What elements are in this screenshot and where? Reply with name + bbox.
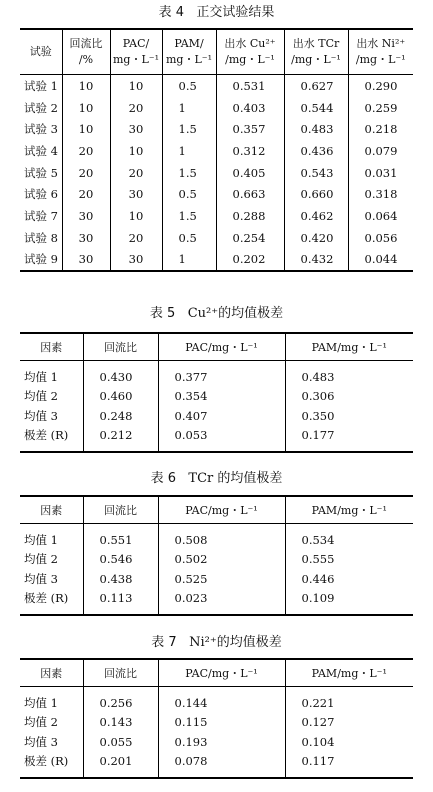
table6-header-cell: PAM/mg・L⁻¹	[285, 496, 413, 524]
table7-cell: 均值 1	[24, 695, 58, 710]
table4-row	[20, 97, 413, 119]
table4-row	[20, 227, 413, 249]
table4-cell: 1.5	[162, 162, 216, 184]
table4-cell: 20	[110, 227, 162, 249]
table5-cell: 极差 (R)	[24, 428, 69, 443]
table4-header-cell: PAC/ mg・L⁻¹	[110, 29, 162, 75]
table6-header-cell: 回流比	[83, 496, 158, 524]
table4-cell: 0.5	[162, 227, 216, 249]
table5-caption-label: 表 5	[149, 306, 176, 321]
table5-row	[20, 426, 413, 453]
table5-cell: 0.483	[285, 361, 413, 387]
table5-cell: 0.306	[285, 387, 413, 407]
table5-cell: 0.430	[83, 361, 158, 387]
table4-header-cell: PAM/ mg・L⁻¹	[162, 29, 216, 75]
table6-cell: 0.508	[158, 524, 285, 550]
table7-cell: 0.221	[285, 687, 413, 713]
table4-cell: 30	[62, 227, 110, 249]
table7-header-cell: PAC/mg・L⁻¹	[158, 659, 285, 687]
table4-cell: 10	[62, 75, 110, 97]
table4-cell: 试验 3	[24, 122, 58, 137]
table4-cell: 30	[110, 249, 162, 272]
table4-cell: 30	[110, 183, 162, 205]
table5-cell: 0.377	[158, 361, 285, 387]
table4-row	[20, 249, 413, 272]
table4-cell: 20	[62, 162, 110, 184]
table4-row	[20, 205, 413, 227]
table4-row	[20, 162, 413, 184]
table5-row	[20, 406, 413, 426]
table4-cell: 试验 4	[24, 143, 58, 158]
table5-cell: 0.407	[158, 406, 285, 426]
table4-cell: 0.064	[348, 205, 413, 227]
table5-cell: 0.053	[158, 426, 285, 453]
table6-cell: 均值 2	[24, 552, 58, 567]
table7-header-cell: PAM/mg・L⁻¹	[285, 659, 413, 687]
table4-cell: 0.357	[216, 118, 284, 140]
table4-caption	[0, 4, 433, 22]
table4-cell: 1.5	[162, 118, 216, 140]
table5-header-cell: PAM/mg・L⁻¹	[285, 333, 413, 361]
table6-cell: 均值 3	[24, 571, 58, 586]
table5-caption-title: Cu²⁺的均值极差	[187, 306, 284, 321]
table4-cell: 0.079	[348, 140, 413, 162]
table4-row	[20, 183, 413, 205]
table4-cell: 0.290	[348, 75, 413, 97]
table4-cell: 0.432	[284, 249, 348, 272]
table4-cell: 10	[110, 75, 162, 97]
table6-cell: 极差 (R)	[24, 591, 69, 606]
table6-cell: 0.534	[285, 524, 413, 550]
table5	[20, 332, 413, 453]
table4-cell: 0.031	[348, 162, 413, 184]
table4-cell: 0.627	[284, 75, 348, 97]
table6-caption-title: TCr 的均值极差	[188, 471, 283, 486]
table4-cell: 0.403	[216, 97, 284, 119]
table4-header-cell: 出水 Cu²⁺ /mg・L⁻¹	[216, 29, 284, 75]
table7-cell: 0.104	[285, 732, 413, 752]
table4-cell: 试验 2	[24, 100, 58, 115]
table4-cell: 20	[62, 140, 110, 162]
table4-cell: 0.544	[284, 97, 348, 119]
table7-row	[20, 732, 413, 752]
table7-cell: 0.127	[285, 713, 413, 733]
table4-cell: 0.660	[284, 183, 348, 205]
table4-cell: 0.044	[348, 249, 413, 272]
table4-cell: 试验 8	[24, 230, 58, 245]
table6-row	[20, 550, 413, 570]
table5-cell: 0.350	[285, 406, 413, 426]
table5-header-cell: 回流比	[83, 333, 158, 361]
table4-cell: 0.663	[216, 183, 284, 205]
table4-row	[20, 140, 413, 162]
table4-cell: 0.543	[284, 162, 348, 184]
table4-cell: 0.420	[284, 227, 348, 249]
table4-cell: 30	[62, 205, 110, 227]
table4-cell: 20	[110, 97, 162, 119]
table5-cell: 0.177	[285, 426, 413, 453]
table4-cell: 0.312	[216, 140, 284, 162]
table4-cell: 0.318	[348, 183, 413, 205]
table7-cell: 0.143	[83, 713, 158, 733]
table5-header-cell: 因素	[20, 333, 83, 361]
table4-cell: 1	[162, 140, 216, 162]
table4-cell: 试验 1	[24, 78, 58, 93]
table4-header-cell: 出水 TCr /mg・L⁻¹	[284, 29, 348, 75]
table7-header-cell: 回流比	[83, 659, 158, 687]
table7-caption	[0, 634, 433, 652]
table4-cell: 试验 6	[24, 187, 58, 202]
table4-cell: 0.259	[348, 97, 413, 119]
table5-cell: 0.212	[83, 426, 158, 453]
table7-cell: 0.144	[158, 687, 285, 713]
table4-header-cell: 回流比 /%	[62, 29, 110, 75]
table7-caption-title: Ni²⁺的均值极差	[189, 635, 282, 650]
table4-cell: 10	[110, 205, 162, 227]
table4-cell: 试验 7	[24, 208, 58, 223]
table6-cell: 0.555	[285, 550, 413, 570]
table6-cell: 0.023	[158, 589, 285, 616]
table4-cell: 10	[110, 140, 162, 162]
table7-row	[20, 752, 413, 779]
table6-row	[20, 524, 413, 550]
table4-cell: 30	[62, 249, 110, 272]
table5-row	[20, 361, 413, 387]
table4-cell: 10	[62, 97, 110, 119]
table4-cell: 30	[110, 118, 162, 140]
table6-cell: 0.109	[285, 589, 413, 616]
table4-cell: 1	[162, 97, 216, 119]
table7	[20, 658, 413, 779]
table4-cell: 试验 5	[24, 165, 58, 180]
table6-cell: 0.502	[158, 550, 285, 570]
table4-cell: 0.202	[216, 249, 284, 272]
table4-cell: 0.254	[216, 227, 284, 249]
table6-cell: 0.551	[83, 524, 158, 550]
table4-cell: 0.056	[348, 227, 413, 249]
table7-cell: 均值 2	[24, 715, 58, 730]
table6-row	[20, 569, 413, 589]
table5-cell: 均值 1	[24, 369, 58, 384]
table7-header-cell: 因素	[20, 659, 83, 687]
table5-caption	[0, 305, 433, 323]
table6-cell: 0.446	[285, 569, 413, 589]
table7-cell: 0.115	[158, 713, 285, 733]
table5-header-cell: PAC/mg・L⁻¹	[158, 333, 285, 361]
table4-cell: 0.405	[216, 162, 284, 184]
table7-row	[20, 713, 413, 733]
table7-cell: 0.078	[158, 752, 285, 779]
table4-header-cell: 出水 Ni²⁺ /mg・L⁻¹	[348, 29, 413, 75]
table6-cell: 0.546	[83, 550, 158, 570]
table4-header-cell: 试验	[20, 29, 62, 75]
table4-row	[20, 118, 413, 140]
table4-cell: 0.436	[284, 140, 348, 162]
table7-cell: 0.256	[83, 687, 158, 713]
table4-cell: 0.462	[284, 205, 348, 227]
table4-caption-label: 表 4	[158, 5, 184, 20]
table4-cell: 1	[162, 249, 216, 272]
table4-row	[20, 75, 413, 97]
table4-cell: 20	[110, 162, 162, 184]
table7-cell: 0.193	[158, 732, 285, 752]
table4-cell: 20	[62, 183, 110, 205]
table5-cell: 0.460	[83, 387, 158, 407]
table7-cell: 0.055	[83, 732, 158, 752]
table7-row	[20, 687, 413, 713]
table6-cell: 0.438	[83, 569, 158, 589]
table6	[20, 495, 413, 616]
table6-caption-label: 表 6	[150, 471, 177, 486]
table5-row	[20, 387, 413, 407]
table4-cell: 0.218	[348, 118, 413, 140]
table4-cell: 试验 9	[24, 252, 58, 267]
table6-cell: 0.525	[158, 569, 285, 589]
table7-cell: 0.201	[83, 752, 158, 779]
table4	[20, 28, 413, 272]
table5-cell: 0.354	[158, 387, 285, 407]
table7-caption-label: 表 7	[151, 635, 177, 650]
table6-caption	[0, 470, 433, 488]
table6-header-cell: PAC/mg・L⁻¹	[158, 496, 285, 524]
table6-cell: 0.113	[83, 589, 158, 616]
table4-cell: 0.483	[284, 118, 348, 140]
table5-cell: 均值 3	[24, 408, 58, 423]
table7-cell: 0.117	[285, 752, 413, 779]
table4-cell: 0.531	[216, 75, 284, 97]
table4-cell: 1.5	[162, 205, 216, 227]
table5-cell: 0.248	[83, 406, 158, 426]
table4-cell: 0.5	[162, 75, 216, 97]
table4-cell: 0.288	[216, 205, 284, 227]
table7-cell: 极差 (R)	[24, 754, 69, 769]
table6-row	[20, 589, 413, 616]
table7-cell: 均值 3	[24, 734, 58, 749]
table6-cell: 均值 1	[24, 532, 58, 547]
table4-cell: 0.5	[162, 183, 216, 205]
table4-caption-title: 正交试验结果	[196, 5, 275, 20]
table6-header-cell: 因素	[20, 496, 83, 524]
table5-cell: 均值 2	[24, 389, 58, 404]
table4-cell: 10	[62, 118, 110, 140]
